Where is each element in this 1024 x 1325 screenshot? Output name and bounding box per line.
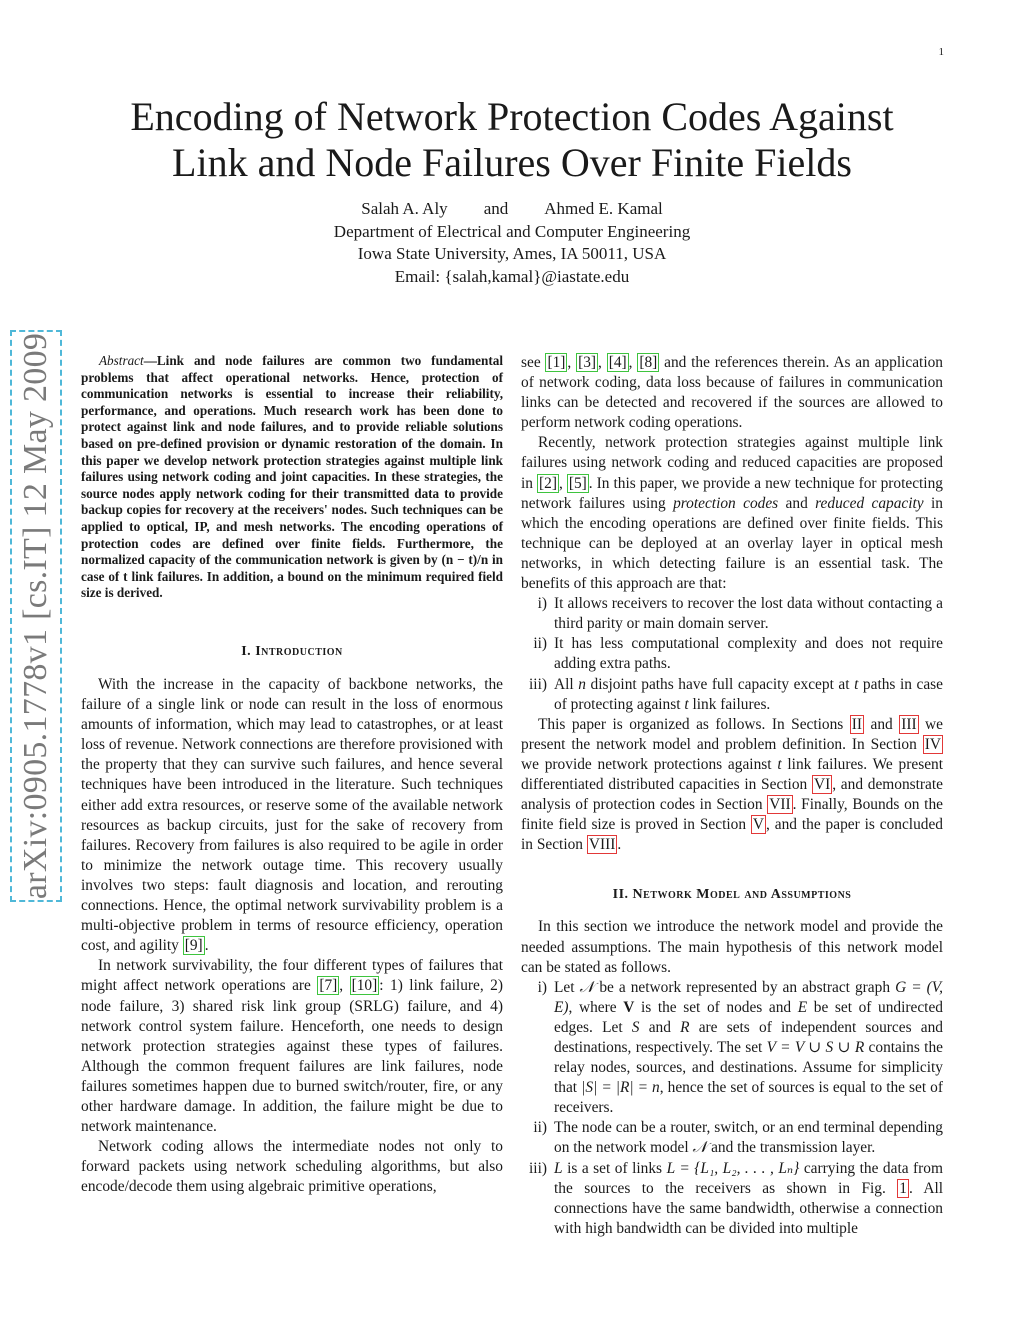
text: In network survivability, the four different types of failures that might affect network operations are [81, 957, 503, 995]
math: G = (V, E) [554, 978, 944, 1016]
text: and [778, 494, 816, 512]
author-block [80, 198, 944, 288]
text: is the set of nodes and [634, 998, 798, 1016]
list-label: ii) [533, 635, 547, 653]
text: , and the paper is concluded in Section [521, 816, 943, 854]
math: S [631, 1018, 640, 1036]
text: is a set of links [562, 1159, 667, 1177]
assumptions-list [521, 978, 943, 1239]
text: , [567, 354, 577, 371]
list-label: i) [537, 978, 547, 996]
citation-link[interactable]: [3] [578, 354, 597, 371]
figure-link[interactable]: 1 [899, 1179, 907, 1197]
citation-link[interactable]: [5] [568, 474, 587, 492]
page-number: 1 [938, 46, 944, 58]
list-label: iii) [529, 675, 547, 693]
text: carrying the data from the sources to the receivers as shown in Fig. [554, 1159, 943, 1197]
list-label: iii) [529, 1159, 547, 1177]
text: The node can be a router, switch, or an end terminal depending on the network model [554, 1119, 943, 1157]
intro-paragraph-2 [81, 956, 503, 1137]
text: It allows receivers to recover the lost data without contacting a third parity or main domain server. [554, 595, 943, 633]
math: V [623, 998, 635, 1016]
department: Department of Electrical and Computer Engineering [333, 221, 691, 241]
text: This paper is organized as follows. In Sections [538, 715, 850, 733]
arxiv-stamp [10, 330, 62, 902]
text: , [558, 474, 567, 492]
text: , and demonstrate analysis of protection codes in Section [521, 775, 943, 814]
citation-link[interactable]: [10] [351, 977, 378, 995]
intro-paragraph-3: Network coding allows the intermediate nodes not only to forward packets using network scheduling algorithms, but also encode/decode them using algebraic primitive operations, [81, 1138, 503, 1196]
title-line-2: Link and Node Failures Over Finite Fields [172, 140, 852, 185]
math: t [854, 675, 859, 693]
section-link[interactable]: V [752, 816, 765, 834]
author-separator: and [483, 199, 509, 218]
list-item [521, 594, 943, 634]
intro-paragraph-4 [521, 353, 943, 433]
list-item [521, 1118, 943, 1158]
math: V = V ∪ S ∪ R [766, 1039, 865, 1056]
citation-link[interactable]: [1] [547, 354, 566, 371]
text: , [339, 977, 350, 995]
list-label: i) [537, 595, 547, 613]
text: we present the network model and problem definition. In Section [521, 715, 943, 753]
text: and the transmission layer. [707, 1139, 876, 1157]
text: and [639, 1018, 681, 1036]
text: , [598, 354, 607, 371]
text: With the increase in the capacity of backbone networks, the failure of a single link or node can result in the loss of enormous amounts of information, which may lead to catastrophes, or at least loss of revenue. Network connections are therefore provisioned with the property that they can survive such failures, and hence several techniques have been introduced in the literature. Such techniques either add extra resources, or reserve some of the available network resources as backup circuits, just for the sake of recovery from failures. Recovery from failures is also required to be agile in order to minimize the network outage time. This recovery usually involves two steps: fault diagnosis and location, and rerouting connections. Hence, the optimal network survivability problem is a multi-objective problem in terms of resource efficiency, operation cost, and agility [81, 676, 503, 955]
citation-link[interactable]: [2] [539, 474, 557, 492]
text: . All connections have the same bandwidth, otherwise a connection with high bandwidth can be divided into multiple [554, 1179, 944, 1237]
text: , hence the set of sources is equal to the set of receivers. [554, 1079, 943, 1117]
text: are sets of independent sources and destinations, respectively. The set [554, 1018, 943, 1056]
list-item [521, 978, 943, 1119]
text: . Finally, Bounds on the finite field size is proved in Section [521, 796, 943, 834]
citation-link[interactable]: [7] [319, 977, 338, 995]
title-line-1: Encoding of Network Protection Codes Against [130, 94, 894, 139]
text: . [204, 937, 209, 955]
text: contains the relay nodes, sources, and destinations. Assume for simplicity that [554, 1039, 943, 1097]
author-2: Ahmed E. Kamal [544, 199, 663, 218]
intro-paragraph-5 [521, 433, 943, 594]
section-link[interactable]: III [901, 715, 917, 733]
email: Email: {salah,kamal}@iastate.edu [394, 266, 630, 286]
text: and the references therein. As an application of network coding, data loss because of failures in communication links can be detected and recovered if the sources are allowed to perform network coding operations. [521, 354, 943, 432]
list-item [521, 675, 943, 715]
math: t [684, 695, 689, 713]
citation-link[interactable]: [8] [639, 354, 658, 371]
text: disjoint paths have full capacity except at [585, 675, 855, 693]
text: link failures. We present differentiated distributed capacities in Section [521, 755, 943, 793]
text: , where [568, 998, 624, 1016]
section-2-title: Network Model and Assumptions [632, 887, 852, 903]
abstract-lead: Abstract [99, 353, 144, 368]
text: Recently, network protection strategies against multiple link failures using network coding and reduced capacities are proposed in [521, 434, 943, 492]
emphasis: protection codes [673, 494, 779, 512]
university: Iowa State University, Ames, IA 50011, USA [357, 244, 667, 263]
citation-link[interactable]: [9] [184, 937, 203, 955]
section-link[interactable]: VIII [588, 836, 616, 854]
math: E [797, 998, 808, 1016]
section-link[interactable]: II [851, 715, 863, 733]
text: and [864, 715, 900, 733]
section-1-heading [81, 642, 503, 662]
model-intro-paragraph: In this section we introduce the network model and provide the needed assumptions. The main hypothesis of this network model can be stated as follows. [521, 918, 943, 976]
section-1-title: Introduction [255, 643, 343, 659]
text: , [628, 354, 638, 371]
math: L = {L₁, L₂, . . . , Lₙ} [666, 1159, 800, 1177]
math: R [680, 1018, 690, 1036]
abstract-text: —Link and node failures are common two fundamental problems that affect operational networks. Hence, protection of communication networks is essential to increase their reliability, performance, and operations. Much research work has been done to protect against link and node failures, and to provide reliable solutions based on pre-defined provision or dynamic restoration of the domain. In this paper we develop network protection strategies against multiple link failures using network coding and joint capacities. In these strategies, the source nodes apply network coding for their transmitted data to provide backup copies for recovery at the receivers' nodes. Such techniques can be applied to optical, IP, and mesh networks. The encoding operations of protection codes are defined over finite fields. Furthermore, the normalized capacity of the communication network is given by (n − t)/n in case of t link failures. In addition, a bound on the minimum required field size is derived. [81, 353, 503, 601]
section-link[interactable]: VI [813, 775, 831, 793]
arxiv-identifier: arXiv:0905.1778v1 [cs.IT] 12 May 2009 [17, 332, 54, 900]
section-link[interactable]: IV [924, 735, 941, 753]
citation-link[interactable]: [4] [608, 354, 627, 371]
benefits-list [521, 594, 943, 715]
text: Let [554, 978, 580, 996]
text: be set of undirected edges. Let [554, 998, 943, 1036]
section-2-number: II. [612, 887, 629, 903]
section-2-heading [521, 885, 943, 905]
list-item [521, 634, 943, 674]
text: paths in case of protecting against [554, 675, 943, 713]
math: 𝒩 [579, 978, 595, 996]
left-column [81, 353, 503, 1197]
text: : 1) link failure, 2) node failure, 3) shared risk link group (SRLG) failure, and 4) network control system failure. Henceforth, one needs to design network protection strategies against these types of failures. Although the common frequent failures are link failures, node failures sometimes happen due to burned switch/router, fire, or any other hardware damage. In addition, the failure might be due to network maintenance. [81, 977, 503, 1136]
text: It has less computational complexity and does not require adding extra paths. [554, 635, 943, 673]
intro-paragraph-1 [81, 675, 503, 956]
text: in which the encoding operations are defined over finite fields. This technique can be deployed at an overlay layer in optical mesh networks, in which detecting failure is an essential task. The benefits of this approach are that: [521, 494, 943, 593]
math: |S| = |R| = n [581, 1079, 660, 1097]
math: 𝒩 [692, 1139, 708, 1157]
text: . In this paper, we provide a new technique for protecting network failures using [521, 474, 943, 512]
paper-title [80, 94, 944, 186]
text: be a network represented by an abstract graph [594, 978, 896, 996]
math: n [578, 675, 586, 693]
section-link[interactable]: VII [769, 796, 791, 814]
author-1: Salah A. Aly [361, 199, 448, 218]
text: see [521, 354, 546, 371]
text: link failures. [688, 695, 771, 713]
list-item [521, 1159, 943, 1239]
text: we provide network protections against [521, 755, 778, 773]
section-1-number: I. [241, 643, 252, 659]
math: t [777, 755, 782, 773]
text: . [617, 836, 622, 854]
author-names [80, 198, 944, 221]
abstract [81, 353, 503, 602]
organization-paragraph [521, 715, 943, 856]
emphasis: reduced capacity [815, 494, 924, 512]
list-label: ii) [533, 1119, 547, 1137]
math: L [554, 1159, 563, 1177]
text: All [554, 675, 579, 693]
right-column [521, 353, 943, 1239]
